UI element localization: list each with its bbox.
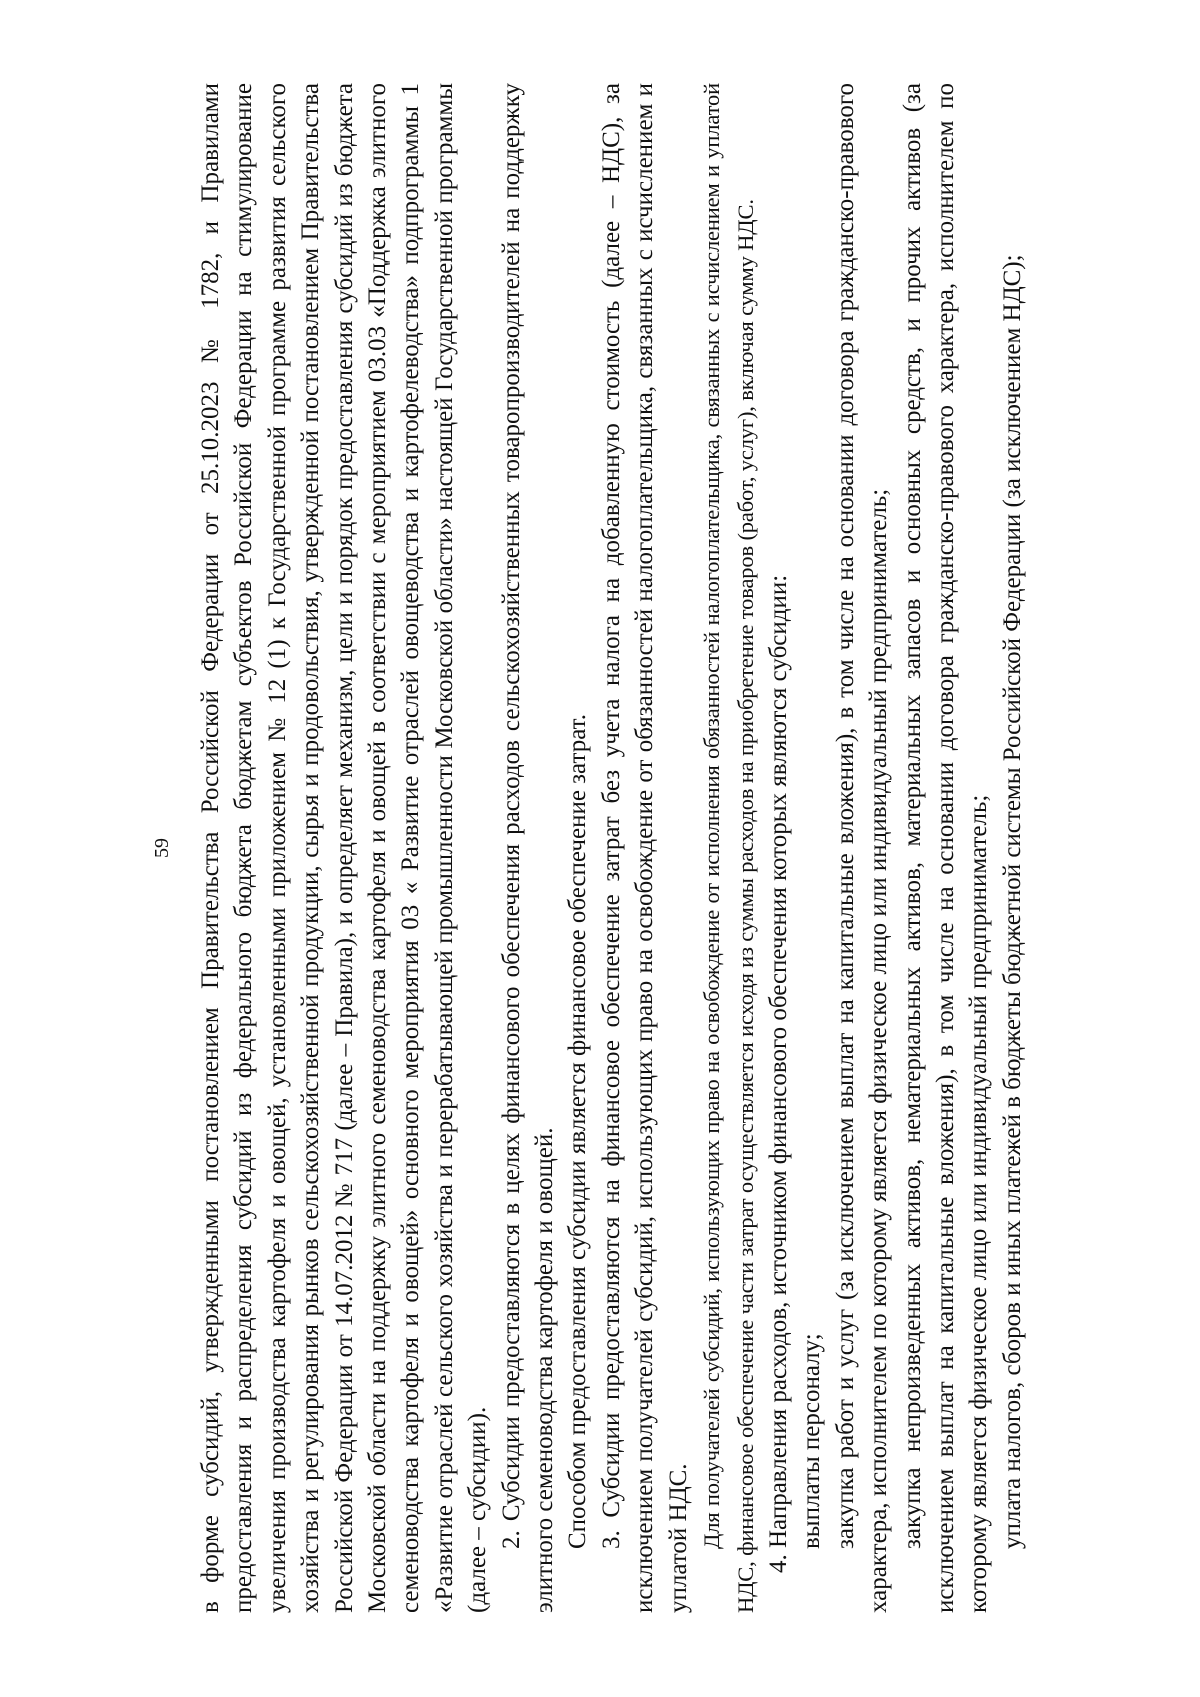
- paragraph-3-vat: 3. Субсидии предоставляются на финансовое обеспечение затрат без учета налога на добавленную стоимость (далее – НДС), за исключением получателей субсидий, использующих право на освобождение от обязанностей налогоплательщика, связанных с исчислением и уплатой НДС.: [597, 83, 692, 1613]
- paragraph-2-purpose: 2. Субсидии предоставляются в целях финансового обеспечения расходов сельскохозяйственных товаропроизводителей на поддержку элитного семеноводства картофеля и овощей.: [497, 83, 559, 1613]
- list-item-assets: закупка непроизведенных активов, нематериальных активов, материальных запасов и основных средств, и прочих активов (за исключением выплат на капитальные вложения), в том числе на основании договора гражданско-правового характера, исполнителем по которому является физическое лицо или индивидуальный предприниматель;: [898, 83, 993, 1613]
- paragraph-1-intro: в форме субсидий, утвержденными постановлением Правительства Российской Федерации от 25.10.2023 № 1782, и Правилами предоставления и распределения субсидий из федерального бюджета бюджетам субъектов Российской Федерации на стимулирование увеличения производства картофеля и овощей, установленными приложением № 12 (1) к Государственной программе развития сельского хозяйства и регулирования рынков сельскохозяйственной продукции, сырья и продовольствия, утвержденной постановлением Правительства Российской Федерации от 14.07.2012 № 717 (далее – Правила), и определяет механизм, цели и порядок предоставления субсидий из бюджета Московской области на поддержку элитного семеноводства картофеля и овощей в соответствии с мероприятием 03.03 «Поддержка элитного семеноводства картофеля и овощей» основного мероприятия 03 « Развитие отраслей овощеводства и картофелеводства» подпрограммы 1 «Развитие отраслей сельского хозяйства и перерабатывающей промышленности Московской области» настоящей Государственной программы (далее – субсидии).: [197, 83, 492, 1613]
- page-number: 59: [151, 838, 173, 858]
- rotated-page-content: [150, 73, 1026, 1623]
- paragraph-4-expense-directions: 4. Направления расходов, источником финансового обеспечения которых являются субсидии:: [764, 574, 792, 1573]
- paragraph-vat-exempt: Для получателей субсидий, использующих право на освобождение от исполнения обязанностей налогоплательщика, связанных с исчислением и уплатой НДС, финансовое обеспечение части затрат осуществляется исходя из суммы расходов на приобретение товаров (работ, услуг), включая сумму НДС.: [699, 83, 758, 1613]
- list-item-taxes: уплата налогов, сборов и иных платежей в бюджеты бюджетной системы Российской Федерации (за исключением НДС);: [998, 254, 1026, 1549]
- document-body: [194, 83, 1029, 1613]
- list-item-works-services: закупка работ и услуг (за исключением выплат на капитальные вложения), в том числе на основании договора гражданско-правового характера, исполнителем по которому является физическое лицо или индивидуальный предприниматель;: [831, 83, 893, 1613]
- list-item-staff-payments: выплаты персоналу;: [798, 1333, 826, 1549]
- paragraph-method: Способом предоставления субсидии является финансовое обеспечение затрат.: [564, 714, 592, 1549]
